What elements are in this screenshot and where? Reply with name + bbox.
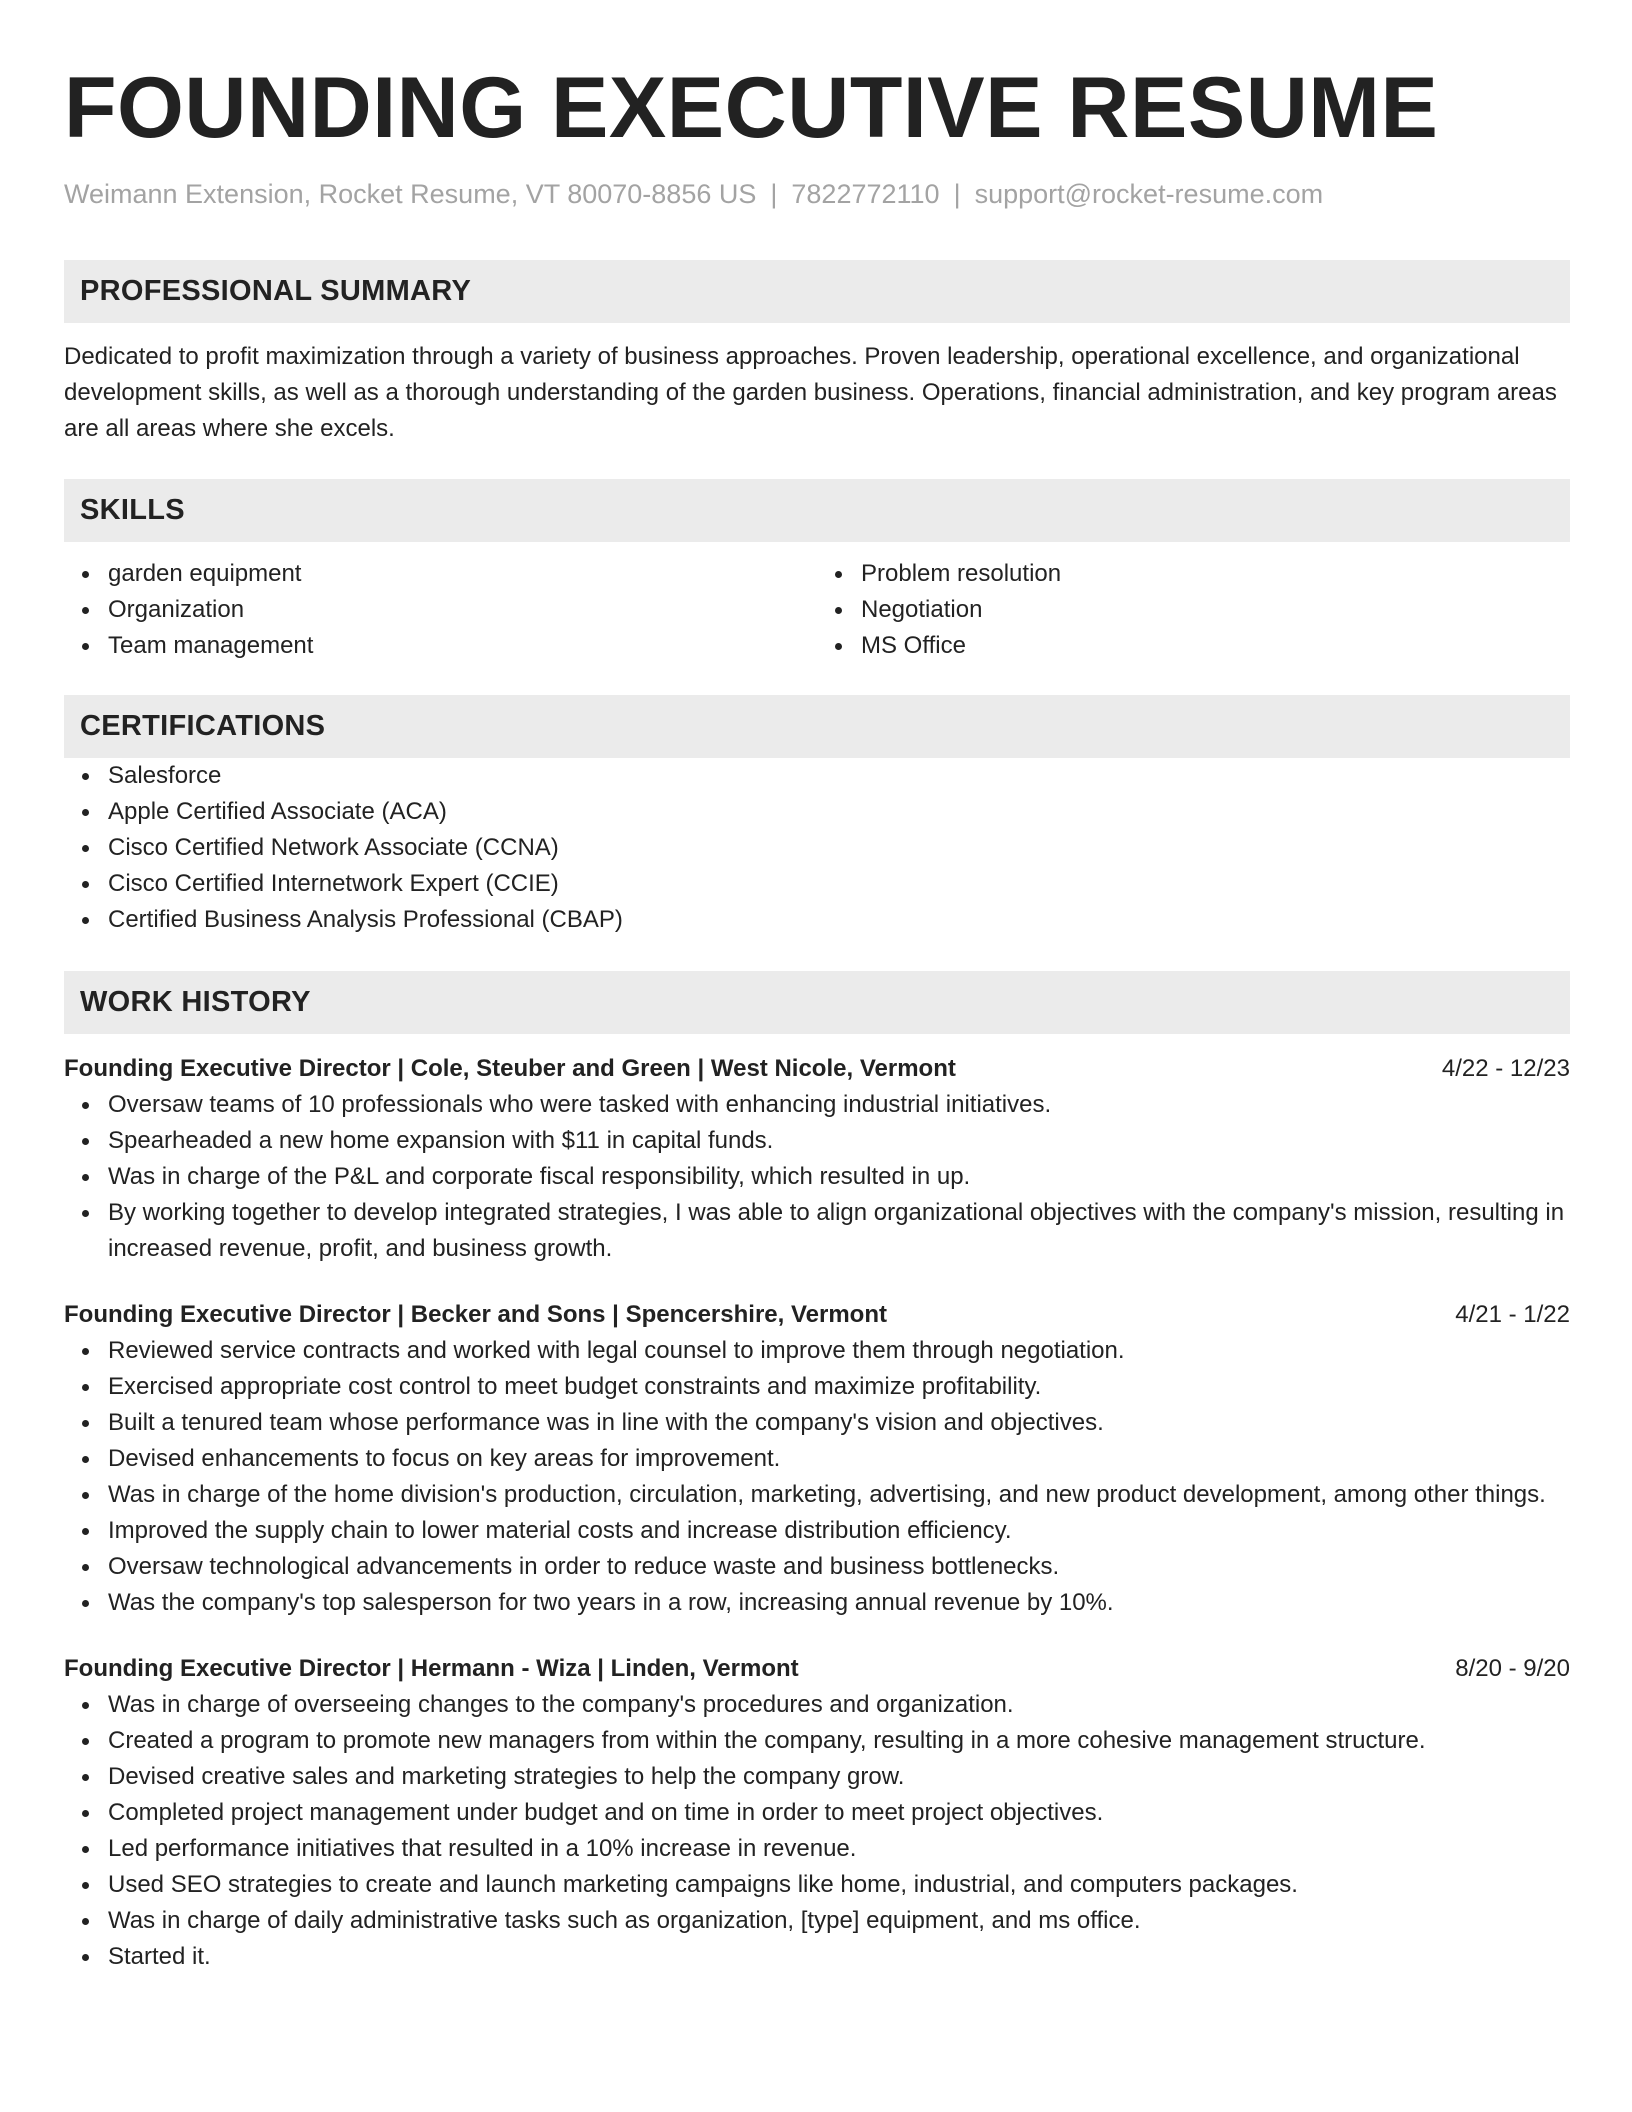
summary-text: Dedicated to profit maximization through a variety of business approaches. Proven leadership, operational excellence, and organizational development skills, as well as a thorough understanding of the garden business. Operations, financial administration, and key program areas are all areas where she excels. [64, 343, 1557, 442]
job-title: Founding Executive Director | Cole, Steuber and Green | West Nicole, Vermont [64, 1055, 956, 1082]
contact-separator: | [770, 179, 778, 209]
job-title: Founding Executive Director | Hermann - Wiza | Linden, Vermont [64, 1655, 799, 1682]
job-header [64, 1297, 1570, 1333]
job-header [64, 1651, 1570, 1687]
job-bullet: Was in charge of daily administrative tasks such as organization, [type] equipment, and ms office. [64, 1903, 1570, 1939]
job-bullet: Completed project management under budget and on time in order to meet project objectives. [64, 1795, 1570, 1831]
job-bullet: Devised creative sales and marketing strategies to help the company grow. [64, 1759, 1570, 1795]
job-bullet: Improved the supply chain to lower material costs and increase distribution efficiency. [64, 1513, 1570, 1549]
job-bullet: Was the company's top salesperson for two years in a row, increasing annual revenue by 10%. [64, 1585, 1570, 1621]
skill-item: MS Office [817, 628, 1570, 664]
job-bullet: Led performance initiatives that resulted in a 10% increase in revenue. [64, 1831, 1570, 1867]
job-bullet: Used SEO strategies to create and launch marketing campaigns like home, industrial, and computers packages. [64, 1867, 1570, 1903]
job-bullet: Exercised appropriate cost control to meet budget constraints and maximize profitability. [64, 1369, 1570, 1405]
skill-item: Problem resolution [817, 556, 1570, 592]
job-bullet: Was in charge of overseeing changes to the company's procedures and organization. [64, 1687, 1570, 1723]
skills-list-left [64, 556, 817, 664]
job-bullet-list [64, 1087, 1570, 1267]
contact-phone: 7822772110 [791, 179, 940, 209]
certification-item: Certified Business Analysis Professional (CBAP) [64, 902, 1570, 938]
contact-email: support@rocket-resume.com [974, 179, 1324, 209]
certification-item: Cisco Certified Network Associate (CCNA) [64, 830, 1570, 866]
job-bullet: Was in charge of the P&L and corporate fiscal responsibility, which resulted in up. [64, 1159, 1570, 1195]
job-entry [64, 1051, 1570, 1267]
skill-item: Negotiation [817, 592, 1570, 628]
job-bullet: Oversaw technological advancements in order to reduce waste and business bottlenecks. [64, 1549, 1570, 1585]
job-dates: 4/21 - 1/22 [1455, 1301, 1570, 1328]
job-bullet: Reviewed service contracts and worked with legal counsel to improve them through negotiation. [64, 1333, 1570, 1369]
job-header [64, 1051, 1570, 1087]
section-header-work-history: WORK HISTORY [64, 971, 1570, 1034]
contact-line [64, 178, 1570, 210]
section-header-certifications: CERTIFICATIONS [64, 695, 1570, 758]
skill-item: Organization [64, 592, 817, 628]
resume-title: FOUNDING EXECUTIVE RESUME [64, 60, 1439, 156]
job-bullet: Started it. [64, 1939, 1570, 1975]
certification-item: Salesforce [64, 758, 1570, 794]
skills-list-right [817, 556, 1570, 664]
job-dates: 4/22 - 12/23 [1441, 1055, 1570, 1082]
job-entry [64, 1651, 1570, 1975]
job-bullet: Built a tenured team whose performance was in line with the company's vision and objectives. [64, 1405, 1570, 1441]
job-bullet: By working together to develop integrated strategies, I was able to align organizational objectives with the company's mission, resulting in increased revenue, profit, and business growth. [64, 1195, 1570, 1267]
section-header-summary: PROFESSIONAL SUMMARY [64, 260, 1570, 323]
job-bullet: Oversaw teams of 10 professionals who were tasked with enhancing industrial initiatives. [64, 1087, 1570, 1123]
skills-grid [64, 556, 1570, 664]
skill-item: garden equipment [64, 556, 817, 592]
job-bullet-list [64, 1687, 1570, 1975]
job-dates: 8/20 - 9/20 [1455, 1655, 1570, 1682]
certifications-list [64, 758, 1570, 938]
job-bullet: Spearheaded a new home expansion with $11 in capital funds. [64, 1123, 1570, 1159]
job-bullet-list [64, 1333, 1570, 1621]
skill-item: Team management [64, 628, 817, 664]
certification-item: Apple Certified Associate (ACA) [64, 794, 1570, 830]
job-title: Founding Executive Director | Becker and Sons | Spencershire, Vermont [64, 1301, 887, 1328]
job-bullet: Was in charge of the home division's production, circulation, marketing, advertising, and new product development, among other things. [64, 1477, 1570, 1513]
contact-address: Weimann Extension, Rocket Resume, VT 80070-8856 US [64, 179, 757, 209]
section-header-skills: SKILLS [64, 479, 1570, 542]
job-entry [64, 1297, 1570, 1621]
contact-separator: | [953, 179, 961, 209]
job-bullet: Devised enhancements to focus on key areas for improvement. [64, 1441, 1570, 1477]
certification-item: Cisco Certified Internetwork Expert (CCIE) [64, 866, 1570, 902]
job-bullet: Created a program to promote new managers from within the company, resulting in a more cohesive management structure. [64, 1723, 1570, 1759]
